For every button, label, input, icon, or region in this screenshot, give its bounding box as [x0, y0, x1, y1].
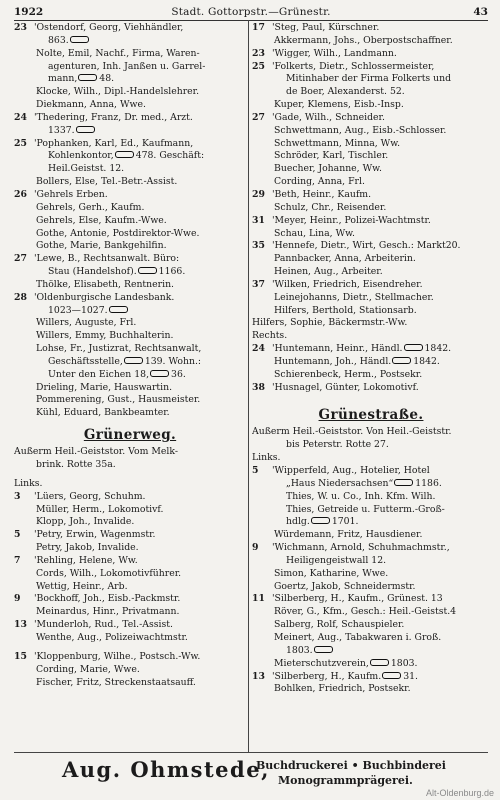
- directory-line: [14, 478, 246, 491]
- entry-text: 'Gehrels Erben.: [34, 188, 108, 200]
- directory-line: [252, 568, 490, 581]
- directory-line: [14, 516, 246, 529]
- directory-line: [252, 452, 490, 465]
- directory-line: [14, 407, 246, 420]
- directory-line: [252, 516, 490, 529]
- entry-text: 1023—1027.: [48, 304, 108, 316]
- house-number: 11: [252, 593, 265, 605]
- house-number: 5: [252, 465, 259, 476]
- entry-text: Drieling, Marie, Hauswartin.: [36, 381, 173, 393]
- house-number: 17: [252, 22, 265, 33]
- directory-line: [14, 240, 246, 253]
- entry-text: 'Gade, Wilh., Schneider.: [272, 111, 385, 123]
- entry-text: Schwettmann, Minna, Ww.: [274, 137, 401, 149]
- directory-line: [252, 683, 490, 696]
- entry-text: 'Lewe, B., Rechtsanwalt. Büro:: [34, 253, 180, 265]
- directory-line: [252, 163, 490, 176]
- entry-text: Gothe, Antonie, Postdirektor-Wwe.: [36, 227, 200, 239]
- directory-line: [252, 426, 490, 439]
- entry-text: 'Beth, Heinr., Kaufm.: [272, 188, 372, 200]
- entry-text: Thies, W. u. Co., Inh. Kfm. Wilh.: [286, 490, 436, 502]
- house-entry: [252, 382, 490, 395]
- entry-number-suffix: 1842.: [413, 355, 440, 367]
- entry-number-suffix: 478. Geschäft:: [135, 150, 205, 162]
- entry-text: Mitinhaber der Firma Folkerts und: [286, 73, 452, 85]
- entry-text: Kühl, Eduard, Bankbeamter.: [36, 407, 170, 419]
- entry-text: Heinen, Aug., Arbeiter.: [274, 266, 383, 278]
- entry-text: Hilfers, Sophie, Bäckermstr.-Ww.: [252, 317, 408, 329]
- directory-line: [14, 356, 246, 369]
- entry-text: 'Ostendorf, Georg, Viehhändler,: [34, 22, 184, 33]
- entry-text: Schröder, Karl, Tischler.: [274, 150, 389, 162]
- directory-line: [252, 35, 490, 48]
- entry-text: Müller, Herm., Lokomotivf.: [36, 503, 164, 515]
- entry-text: Schwettmann, Aug., Eisb.-Schlosser.: [274, 124, 447, 136]
- directory-line: [252, 228, 490, 241]
- entry-text: 'Thedering, Franz, Dr. med., Arzt.: [34, 111, 193, 123]
- directory-line: [14, 542, 246, 555]
- entry-text: Mieterschutzverein,: [274, 657, 369, 669]
- entry-text: hdlg.: [286, 516, 310, 528]
- directory-line: [252, 619, 490, 632]
- entry-text: Meinardus, Hinr., Privatmann.: [36, 606, 180, 618]
- entry-text: Heil.Geistst. 12.: [48, 163, 125, 175]
- advertisement-footer: [14, 752, 488, 795]
- entry-text: „Haus Niedersachsen“: [286, 477, 394, 489]
- advert-line-1: Buchdruckerei • Buchbinderei: [256, 759, 446, 772]
- house-number: 25: [252, 60, 265, 72]
- directory-line: [252, 491, 490, 504]
- entry-text: brink. Rotte 35a.: [36, 459, 116, 470]
- directory-line: [14, 317, 246, 330]
- watermark: Alt-Oldenburg.de: [425, 788, 494, 798]
- entry-text: Röver, G., Kfm., Gesch.: Heil.-Geistst.4: [274, 606, 457, 618]
- house-entry: [252, 112, 490, 125]
- street-section-title: Grünestraße.: [318, 407, 424, 424]
- entry-text: Schau, Lina, Ww.: [274, 227, 355, 239]
- entry-number-suffix: 1701.: [331, 516, 359, 528]
- entry-text: Hilfers, Berthold, Stationsarb.: [274, 304, 417, 316]
- house-number: 29: [252, 188, 265, 200]
- entry-text: Petry, Jakob, Invalide.: [36, 542, 139, 554]
- house-number: 24: [252, 343, 265, 355]
- entry-text: 'Petry, Erwin, Wagenmstr.: [34, 529, 156, 541]
- entry-text: Simon, Katharine, Wwe.: [274, 567, 389, 579]
- directory-line: [14, 228, 246, 241]
- entry-text: 'Folkerts, Dietr., Schlossermeister,: [272, 60, 435, 72]
- house-entry: [14, 491, 246, 504]
- telephone-icon: [76, 126, 95, 133]
- entry-text: Cording, Marie, Wwe.: [36, 663, 140, 675]
- telephone-icon: [392, 357, 411, 364]
- entry-text: Klocke, Wilh., Dipl.-Handelslehrer.: [36, 86, 200, 98]
- house-entry: [252, 240, 490, 253]
- right-column: [252, 22, 490, 696]
- house-number: 13: [14, 619, 27, 631]
- house-entry: [14, 189, 246, 202]
- directory-line: [252, 86, 490, 99]
- entry-text: Kohlenkontor,: [48, 150, 114, 162]
- house-entry: [14, 112, 246, 125]
- directory-line: [14, 86, 246, 99]
- entry-number-suffix: 1166.: [158, 266, 186, 278]
- directory-line: [252, 504, 490, 517]
- entry-text: Bohlken, Friedrich, Postsekr.: [274, 683, 411, 695]
- entry-text: Huntemann, Joh., Händl.: [274, 355, 392, 367]
- directory-line: [252, 356, 490, 369]
- house-number: 9: [14, 593, 21, 605]
- house-entry: [14, 138, 246, 151]
- directory-line: [252, 292, 490, 305]
- directory-line: [252, 478, 490, 491]
- directory-line: [252, 253, 490, 266]
- entry-text: 'Pophanken, Karl, Ed., Kaufmann,: [34, 137, 194, 149]
- entry-text: de Boer, Alexanderst. 52.: [286, 86, 405, 98]
- house-number: 25: [14, 137, 27, 149]
- directory-line: [14, 35, 246, 48]
- telephone-icon: [370, 659, 389, 666]
- directory-line: [252, 176, 490, 189]
- entry-number-suffix: 1803.: [390, 657, 418, 669]
- advert-name: Aug. Ohmstede,: [62, 757, 270, 782]
- entry-text: Nolte, Emil, Nachf., Firma, Waren-: [36, 47, 200, 59]
- directory-line: [14, 369, 246, 382]
- directory-line: [14, 202, 246, 215]
- left-column: [14, 22, 246, 689]
- directory-line: [252, 581, 490, 594]
- house-number: 26: [14, 188, 27, 200]
- house-number: 15: [14, 650, 27, 662]
- entry-text: Wettig, Heinr., Arb.: [36, 580, 128, 592]
- directory-line: [252, 369, 490, 382]
- telephone-icon: [124, 357, 143, 364]
- directory-line: [252, 658, 490, 671]
- advert-line-2: Monogrammprägerei.: [278, 774, 413, 787]
- entry-number-suffix: 139. Wohn.:: [144, 355, 202, 367]
- entry-text: 'Hennefe, Dietr., Wirt, Gesch.: Markt20.: [272, 240, 461, 252]
- entry-text: Meinert, Aug., Tabakwaren i. Groß.: [274, 631, 442, 643]
- house-entry: [252, 593, 490, 606]
- entry-text: bis Peterstr. Rotte 27.: [286, 439, 389, 451]
- entry-text: Pannbacker, Anna, Arbeiterin.: [274, 253, 416, 265]
- entry-text: Links.: [14, 477, 43, 489]
- entry-text: Kuper, Klemens, Eisb.-Insp.: [274, 99, 404, 111]
- house-entry: [252, 671, 490, 684]
- entry-text: 'Oldenburgische Landesbank.: [34, 291, 175, 303]
- entry-text: Rechts.: [252, 330, 288, 342]
- directory-line: [252, 529, 490, 542]
- directory-line: [252, 99, 490, 112]
- entry-text: agenturen, Inh. Janßen u. Garrel-: [48, 60, 206, 72]
- house-entry: [252, 22, 490, 35]
- header-year: 1922: [14, 6, 44, 18]
- directory-line: [252, 125, 490, 138]
- directory-line: [14, 677, 246, 690]
- entry-number-suffix: 48.: [99, 73, 115, 85]
- directory-line: [14, 73, 246, 86]
- directory-line: [14, 125, 246, 138]
- directory-line: [252, 266, 490, 279]
- entry-text: Thies, Getreide u. Futterm.-Groß-: [286, 503, 445, 515]
- directory-line: [14, 459, 246, 472]
- directory-line: [14, 343, 246, 356]
- directory-line: [14, 606, 246, 619]
- entry-text: 'Rehling, Helene, Ww.: [34, 554, 138, 566]
- entry-text: 'Munderloh, Rud., Tel.-Assist.: [34, 619, 173, 631]
- house-number: 28: [14, 291, 27, 303]
- entry-text: 'Steg, Paul, Kürschner.: [272, 22, 380, 33]
- house-number: 37: [252, 278, 265, 290]
- house-entry: [252, 542, 490, 555]
- entry-text: Goertz, Jakob, Schneidermstr.: [274, 580, 416, 592]
- entry-text: 'Huntemann, Heinr., Händl.: [272, 343, 403, 355]
- directory-line: [14, 568, 246, 581]
- entry-text: 'Kloppenburg, Wilhe., Postsch.-Ww.: [34, 650, 201, 662]
- house-entry: [252, 215, 490, 228]
- entry-text: Gothe, Marie, Bankgehilfin.: [36, 240, 167, 252]
- entry-text: Schierenbeck, Herm., Postsekr.: [274, 368, 423, 380]
- entry-text: 'Meyer, Heinr., Polizei-Wachtmstr.: [272, 214, 431, 226]
- house-number: 3: [14, 490, 21, 502]
- entry-text: Unter den Eichen 18,: [48, 368, 150, 380]
- house-number: 27: [252, 111, 265, 123]
- entry-text: 'Lüers, Georg, Schuhm.: [34, 490, 146, 502]
- directory-line: [14, 382, 246, 395]
- house-number: 5: [14, 529, 21, 541]
- directory-line: [14, 279, 246, 292]
- directory-line: [252, 138, 490, 151]
- directory-line: [14, 176, 246, 189]
- header-title: Stadt. Gottorpstr.—Grünestr.: [171, 6, 331, 18]
- telephone-icon: [109, 306, 128, 313]
- entry-text: Geschäftsstelle,: [48, 355, 123, 367]
- entry-number-suffix: 36.: [171, 368, 186, 380]
- directory-line: [14, 632, 246, 645]
- telephone-icon: [314, 646, 333, 653]
- entry-text: Stau (Handelshof).: [48, 266, 137, 278]
- entry-text: Willers, Emmy, Buchhalterin.: [36, 330, 174, 342]
- entry-text: Links.: [252, 452, 281, 464]
- directory-line: [14, 394, 246, 407]
- header-page-number: 43: [473, 6, 488, 18]
- directory-line: [252, 73, 490, 86]
- house-number: 24: [14, 111, 27, 123]
- telephone-icon: [70, 36, 89, 43]
- spacer: [252, 394, 490, 400]
- directory-line: [252, 555, 490, 568]
- entry-text: Pommerening, Gust., Hausmeister.: [36, 394, 201, 406]
- entry-text: Heiligengeistwall 12.: [286, 554, 387, 566]
- house-entry: [252, 48, 490, 61]
- telephone-icon: [78, 74, 97, 81]
- telephone-icon: [115, 151, 134, 158]
- directory-line: [14, 266, 246, 279]
- entry-number-suffix: 31.: [403, 670, 418, 682]
- house-number: 38: [252, 381, 265, 393]
- entry-text: Cording, Anna, Frl.: [274, 176, 365, 188]
- house-entry: [252, 343, 490, 356]
- entry-text: Gehrels, Else, Kaufm.-Wwe.: [36, 214, 167, 226]
- entry-text: Diekmann, Anna, Wwe.: [36, 99, 146, 111]
- entry-text: Leinejohanns, Dietr., Stellmacher.: [274, 291, 434, 303]
- directory-line: [252, 305, 490, 318]
- entry-text: 'Husnagel, Günter, Lokomotivf.: [272, 381, 419, 393]
- telephone-icon: [394, 479, 413, 486]
- entry-text: 'Wipperfeld, Aug., Hotelier, Hotel: [272, 465, 430, 476]
- entry-text: Gehrels, Gerh., Kaufm.: [36, 201, 145, 213]
- entry-text: 'Wilken, Friedrich, Eisendreher.: [272, 278, 423, 290]
- entry-number-suffix: 1842.: [424, 343, 452, 355]
- entry-text: Fischer, Fritz, Streckenstaatsauff.: [36, 676, 196, 688]
- entry-text: 1803.: [286, 644, 313, 656]
- entry-text: 'Silberberg, H., Kaufm., Grünest. 13: [272, 593, 443, 605]
- directory-line: [14, 581, 246, 594]
- entry-text: mann,: [48, 73, 78, 85]
- directory-line: [252, 632, 490, 645]
- directory-line: [252, 150, 490, 163]
- house-entry: [14, 529, 246, 542]
- entry-text: 'Silberberg, H., Kaufm.: [272, 670, 382, 682]
- entry-text: Thölke, Elisabeth, Rentnerin.: [36, 278, 175, 290]
- house-entry: [14, 253, 246, 266]
- entry-text: Wenthe, Aug., Polizeiwachtmstr.: [36, 631, 188, 643]
- directory-line: [14, 150, 246, 163]
- directory-line: [14, 664, 246, 677]
- header-rule: [14, 20, 488, 21]
- house-entry: [14, 619, 246, 632]
- column-divider: [248, 20, 249, 752]
- entry-text: Buecher, Johanne, Ww.: [274, 163, 382, 175]
- entry-text: Schulz, Chr., Reisender.: [274, 201, 387, 213]
- street-section-title: Grünerweg.: [83, 427, 177, 444]
- directory-line: [252, 606, 490, 619]
- house-entry: [252, 189, 490, 202]
- entry-text: 863.: [48, 34, 69, 46]
- directory-line: [14, 305, 246, 318]
- directory-line: [14, 163, 246, 176]
- entry-number-suffix: 1186.: [415, 477, 442, 489]
- directory-line: [14, 99, 246, 112]
- entry-text: Salberg, Rolf, Schauspieler.: [274, 619, 405, 631]
- house-number: 7: [14, 554, 21, 566]
- telephone-icon: [311, 517, 330, 524]
- directory-line: [14, 446, 246, 459]
- directory-line: [252, 202, 490, 215]
- house-entry: [252, 279, 490, 292]
- entry-text: 'Wichmann, Arnold, Schuhmachmstr.,: [272, 542, 450, 554]
- directory-line: [252, 330, 490, 343]
- telephone-icon: [404, 344, 423, 351]
- directory-line: [252, 645, 490, 658]
- entry-text: Bollers, Else, Tel.-Betr.-Assist.: [36, 176, 178, 188]
- house-number: 13: [252, 670, 265, 682]
- house-entry: [252, 61, 490, 74]
- entry-text: Außerm Heil.-Geiststor. Vom Melk-: [14, 446, 178, 458]
- house-entry: [14, 651, 246, 664]
- house-number: 31: [252, 214, 265, 226]
- entry-text: Klopp, Joh., Invalide.: [36, 516, 135, 528]
- entry-text: 'Wigger, Wilh., Landmann.: [272, 47, 397, 59]
- house-entry: [14, 555, 246, 568]
- house-entry: [14, 292, 246, 305]
- directory-line: [14, 61, 246, 74]
- entry-text: 'Bockhoff, Joh., Eisb.-Packmstr.: [34, 593, 181, 605]
- entry-text: Cords, Wilh., Lokomotivführer.: [36, 567, 182, 579]
- directory-line: [14, 330, 246, 343]
- house-entry: [14, 593, 246, 606]
- entry-text: Lohse, Fr., Justizrat, Rechtsanwalt,: [36, 343, 202, 355]
- directory-line: [252, 317, 490, 330]
- house-number: 35: [252, 240, 265, 252]
- entry-text: Würdemann, Fritz, Hausdiener.: [274, 529, 423, 541]
- entry-text: Außerm Heil.-Geiststor. Von Heil.-Geiststr.: [252, 426, 452, 438]
- directory-line: [14, 504, 246, 517]
- telephone-icon: [382, 672, 401, 679]
- entry-text: 1337.: [48, 124, 75, 136]
- telephone-icon: [150, 370, 169, 377]
- house-number: 23: [14, 22, 27, 33]
- house-number: 23: [252, 47, 265, 59]
- directory-line: [252, 439, 490, 452]
- entry-text: Willers, Auguste, Frl.: [36, 317, 137, 329]
- house-number: 27: [14, 253, 27, 265]
- house-entry: [14, 22, 246, 35]
- telephone-icon: [138, 267, 157, 274]
- directory-line: [14, 215, 246, 228]
- house-number: 9: [252, 542, 259, 554]
- entry-text: Akkermann, Johs., Oberpostschaffner.: [274, 34, 453, 46]
- directory-line: [14, 48, 246, 61]
- house-entry: [252, 465, 490, 478]
